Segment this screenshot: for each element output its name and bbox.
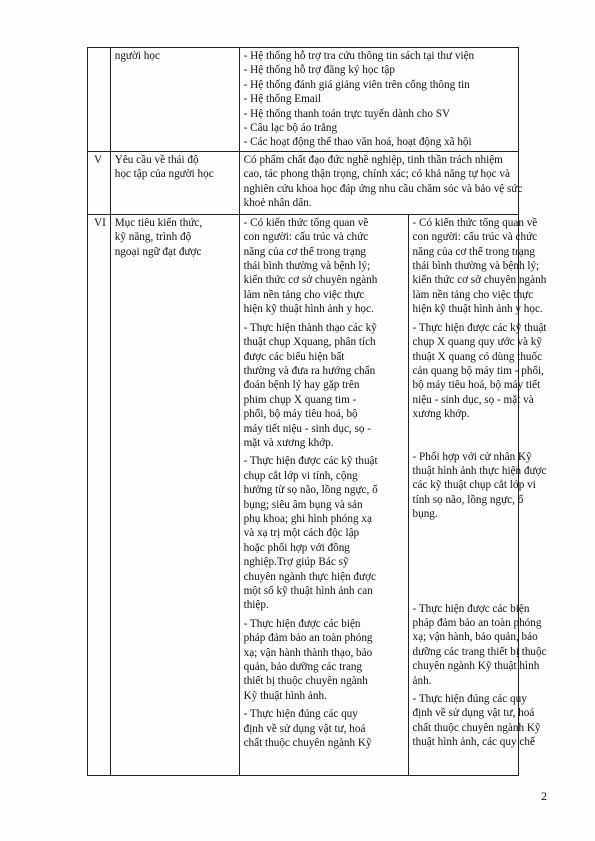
text-line: thái bình thường và bệnh lý;	[243, 260, 371, 273]
row-title	[110, 214, 239, 775]
text-line: chuyên ngành Kỹ thuật hình	[412, 660, 540, 673]
text-line: năng của cơ thể trong trạng	[243, 245, 367, 258]
text-line: nghiên cứu khoa học đáp ứng nhu cầu chăm sóc và bảo vệ sức	[243, 182, 523, 195]
text-line: niệu - sinh dục, sọ - mặt và	[412, 393, 534, 406]
text-line: định về sử dụng vật tư, hoá	[412, 707, 535, 720]
program-info-table	[87, 47, 547, 776]
objective-paragraph	[412, 602, 547, 688]
text-line: định về sử dụng vật tư, hoá	[243, 722, 366, 735]
text-line: ngoại ngữ đạt được	[114, 245, 202, 258]
text-line: cản quang bộ máy tim - phổi,	[412, 364, 544, 377]
text-line: thuật hình ảnh thực hiện được	[412, 464, 547, 477]
text-line: - Thực hiện được các kỹ thuật	[243, 455, 378, 468]
text-line: hưởng từ sọ não, lồng ngực, ổ	[243, 484, 378, 497]
row-content	[239, 48, 518, 152]
text-line: kiến thức cơ sở chuyên ngành	[243, 274, 378, 287]
page-number: 2	[541, 789, 547, 803]
objectives-column-a	[239, 214, 408, 775]
objectives-column-b	[408, 214, 547, 775]
text-line: phim chụp X quang tim -	[243, 393, 357, 406]
text-line: thuật hình ảnh, các quy chế	[412, 736, 535, 749]
text-line: thuật X quang có dùng thuốc	[412, 350, 543, 363]
text-line: - Các hoạt động thể thao văn hoá, hoạt động xã hội	[243, 136, 472, 149]
text-line: pháp đảm bảo an toàn phóng	[243, 632, 373, 645]
objective-paragraph	[412, 216, 547, 317]
text-line: thiết bị thuộc chuyên ngành	[243, 675, 368, 688]
text-line: hiện kỹ thuật hình ảnh y học.	[412, 303, 543, 316]
table-row	[88, 151, 519, 214]
text-line: quản, bảo dưỡng các trang	[243, 661, 363, 674]
text-line: học tập của người học	[114, 168, 214, 181]
objective-paragraph	[412, 692, 541, 750]
text-line: - Thực hiện được các biện	[412, 602, 530, 615]
text-line: kiến thức cơ sở chuyên ngành	[412, 274, 547, 287]
text-line: con người: cấu trúc và chức	[412, 231, 538, 244]
text-line: hoặc phối hợp với đồng	[243, 541, 350, 554]
text-line: bụng; siêu âm bụng và sản	[243, 498, 363, 511]
text-line: chất thuộc chuyên ngành Kỹ	[243, 737, 372, 750]
text-line: xương khớp.	[412, 408, 470, 421]
text-line: - Hệ thống hỗ trợ đăng ký học tập	[243, 64, 395, 77]
text-line: bộ máy tiêu hoá, bộ máy tiết	[412, 379, 541, 392]
text-line: Có phẩm chất đạo đức nghề nghiệp, tinh thần trách nhiệm	[243, 153, 503, 166]
row-content	[239, 151, 523, 214]
text-line: Yêu cầu về thái độ	[114, 153, 199, 166]
text-line: người học	[114, 50, 160, 62]
text-line: - Thực hiện được các biện	[243, 617, 361, 630]
text-line: làm nền tảng cho việc thực	[243, 288, 365, 301]
text-line: - Thực hiện đúng các quy	[412, 693, 527, 705]
objective-paragraph	[412, 450, 547, 522]
text-line: mặt và xương khớp.	[243, 436, 334, 449]
text-line: Kỹ thuật hình ảnh.	[243, 689, 327, 702]
text-line: - Có kiến thức tổng quan về	[243, 216, 369, 229]
text-line: chụp X quang quy ước và kỹ	[412, 336, 542, 349]
objective-paragraph	[244, 216, 404, 317]
text-line: xạ; vận hành, bảo quản, bảo	[412, 631, 538, 644]
text-line: thiệp.	[243, 599, 269, 612]
text-line: khoẻ nhân dân.	[243, 197, 312, 210]
text-line: - Có kiến thức tổng quan về	[412, 216, 538, 229]
text-line: phổi, bộ máy tiêu hoá, bộ	[243, 408, 358, 421]
row-number: V	[88, 151, 111, 214]
text-line: làm nền tảng cho việc thực	[412, 288, 534, 301]
text-line: xạ; vận hành thành thạo, bảo	[243, 646, 373, 659]
text-line: chụp cắt lớp vi tính, cộng	[243, 469, 358, 482]
text-line: pháp đảm bảo an toàn phóng	[412, 616, 542, 629]
text-line: - Thực hiện được các kỹ thuật	[412, 321, 547, 334]
text-line: con người: cấu trúc và chức	[243, 231, 369, 244]
text-line: dưỡng các trang thiết bị thuộc	[412, 645, 547, 658]
text-line: thuật chụp Xquang, phân tích	[243, 336, 376, 349]
text-line: Mục tiêu kiến thức,	[114, 216, 203, 229]
text-line: - Hệ thống đánh giá giảng viên trên cổng thông tin	[243, 78, 470, 91]
table-row	[88, 48, 519, 152]
objective-paragraph	[244, 321, 404, 451]
text-line: - Thực hiện thành thạo các kỹ	[243, 321, 377, 334]
objective-paragraph	[244, 707, 404, 750]
table-row	[88, 214, 519, 775]
text-line: - Câu lạc bộ áo trắng	[243, 122, 338, 135]
text-line: năng của cơ thể trong trạng	[412, 245, 535, 258]
text-line: một số kỹ thuật hình ảnh can	[243, 585, 373, 597]
objective-paragraph	[412, 321, 547, 422]
row-title	[110, 151, 239, 214]
text-line: các kỹ thuật chụp cắt lớp vi	[412, 479, 536, 492]
text-line: nghiệp.Trợ giúp Bác sỹ	[243, 556, 349, 569]
text-line: chuyên ngành thực hiện được	[243, 570, 376, 583]
row-number: VI	[88, 214, 111, 775]
text-line: máy tiết niệu - sinh dục, sọ -	[243, 422, 371, 435]
text-line: được các biểu hiện bất	[243, 350, 345, 363]
text-line: - Hệ thống thanh toán trực tuyến dành cho SV	[243, 107, 451, 120]
objective-paragraph	[244, 454, 404, 612]
text-line: thường và đưa ra hướng chẩn	[243, 364, 376, 377]
row-title	[110, 48, 239, 152]
text-line: kỹ năng, trình độ	[114, 231, 192, 244]
objective-paragraph	[244, 617, 404, 703]
text-line: - Thực hiện đúng các quy	[243, 708, 358, 721]
text-line: và xạ trị một cách độc lập	[243, 527, 360, 540]
text-line: tính sọ não, lồng ngực, ổ	[412, 493, 524, 506]
text-line: phụ khoa; ghi hình phóng xạ	[243, 512, 372, 525]
text-line: bụng.	[412, 508, 438, 521]
text-line: chất thuộc chuyên ngành Kỹ	[412, 721, 541, 734]
text-line: hiện kỹ thuật hình ảnh y học.	[243, 303, 374, 316]
text-line: cao, tác phong thận trọng, chính xác; có khả năng tự học và	[243, 168, 510, 181]
text-line: thái bình thường và bệnh lý;	[412, 260, 540, 273]
text-line: - Phối hợp với cử nhân Kỹ	[412, 450, 532, 463]
text-line: - Hệ thống Email	[243, 93, 321, 106]
text-line: - Hệ thống hỗ trợ tra cứu thông tin sách tại thư viện	[243, 50, 475, 62]
row-number	[88, 48, 111, 152]
text-line: ảnh.	[412, 674, 432, 687]
text-line: đoán bệnh lý hay gặp trên	[243, 379, 360, 392]
